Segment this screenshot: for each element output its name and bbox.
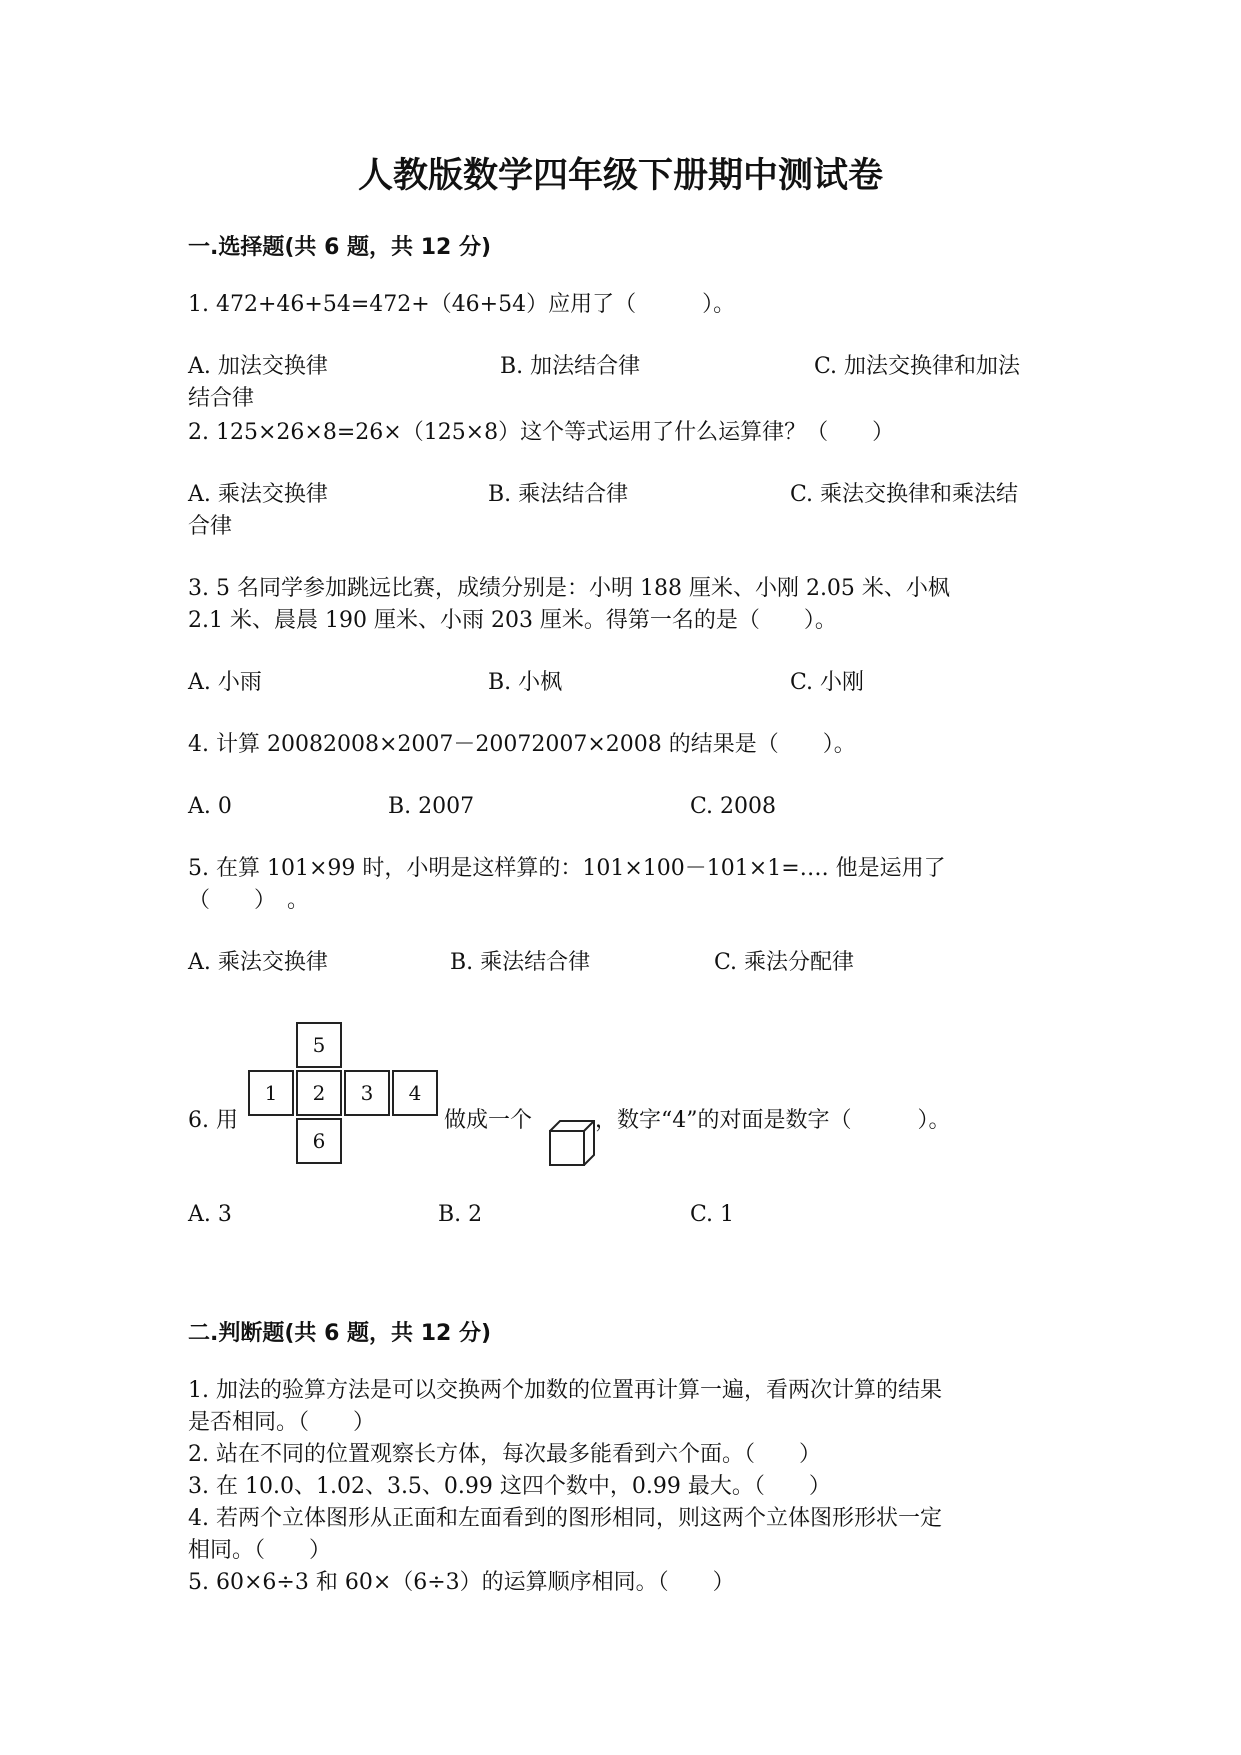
net-cell-left: 1 <box>248 1070 294 1116</box>
tf-q1-line2: 是否相同。（ ） <box>188 1410 376 1435</box>
q3-option-b: B. 小枫 <box>488 670 563 695</box>
tf-q1-line1: 1. 加法的验算方法是可以交换两个加数的位置再计算一遍，看两次计算的结果 <box>188 1378 942 1403</box>
q4-option-a: A. 0 <box>188 794 232 819</box>
tf-q2: 2. 站在不同的位置观察长方体，每次最多能看到六个面。（ ） <box>188 1442 821 1467</box>
net-cell-right-2: 4 <box>392 1070 438 1116</box>
tf-q5: 5. 60×6÷3 和 60×（6÷3）的运算顺序相同。（ ） <box>188 1570 735 1595</box>
q3-stem-line2: 2.1 米、晨晨 190 厘米、小雨 203 厘米。得第一名的是（ ）。 <box>188 608 837 633</box>
net-cell-center: 2 <box>296 1070 342 1116</box>
tf-q3: 3. 在 10.0、1.02、3.5、0.99 这四个数中，0.99 最大。（ ） <box>188 1474 831 1499</box>
section-2-heading: 二.判断题(共 6 题，共 12 分) <box>188 1321 492 1346</box>
tf-q4-line2: 相同。（ ） <box>188 1538 332 1563</box>
q6-middle: 做成一个 <box>444 1108 533 1133</box>
q2-option-a: A. 乘法交换律 <box>188 482 328 507</box>
q5-option-c: C. 乘法分配律 <box>714 950 855 975</box>
q4-stem: 4. 计算 20082008×2007－20072007×2008 的结果是（ ）。 <box>188 732 856 757</box>
net-cell-right-1: 3 <box>344 1070 390 1116</box>
q4-option-b: B. 2007 <box>388 794 475 819</box>
q3-stem-line1: 3. 5 名同学参加跳远比赛，成绩分别是：小明 188 厘米、小刚 2.05 米、小枫 <box>188 576 950 601</box>
cube-net-figure <box>248 1022 442 1166</box>
q4-option-c: C. 2008 <box>690 794 777 819</box>
q3-option-a: A. 小雨 <box>188 670 262 695</box>
q5-stem-line2: （ ） 。 <box>188 888 310 913</box>
q2-option-c: C. 乘法交换律和乘法结 <box>790 482 1019 507</box>
cube-icon <box>549 1120 595 1166</box>
q6-option-c: C. 1 <box>690 1202 735 1227</box>
q5-option-b: B. 乘法结合律 <box>450 950 591 975</box>
q5-stem-line1: 5. 在算 101×99 时，小明是这样算的：101×100－101×1=…. 他是运用了 <box>188 856 946 881</box>
net-cell-bottom: 6 <box>296 1118 342 1164</box>
q5-option-a: A. 乘法交换律 <box>188 950 328 975</box>
q6-suffix: ，数字“4”的对面是数字（ ）。 <box>595 1108 951 1133</box>
q6-option-a: A. 3 <box>188 1202 232 1227</box>
q2-option-c-cont: 合律 <box>188 514 233 539</box>
q2-option-b: B. 乘法结合律 <box>488 482 629 507</box>
q1-option-b: B. 加法结合律 <box>500 354 641 379</box>
page-title: 人教版数学四年级下册期中测试卷 <box>357 155 883 196</box>
q6-prefix: 6. 用 <box>188 1108 238 1133</box>
q1-option-c: C. 加法交换律和加法 <box>814 354 1021 379</box>
q2-stem: 2. 125×26×8=26×（125×8）这个等式运用了什么运算律？（ ） <box>188 420 895 445</box>
q6-option-b: B. 2 <box>438 1202 483 1227</box>
q3-option-c: C. 小刚 <box>790 670 865 695</box>
net-cell-top: 5 <box>296 1022 342 1068</box>
q1-stem: 1. 472+46+54=472+（46+54）应用了（ ）。 <box>188 292 736 317</box>
q1-option-a: A. 加法交换律 <box>188 354 328 379</box>
section-1-heading: 一.选择题(共 6 题，共 12 分) <box>188 235 492 260</box>
q1-option-c-cont: 结合律 <box>188 386 255 411</box>
tf-q4-line1: 4. 若两个立体图形从正面和左面看到的图形相同，则这两个立体图形形状一定 <box>188 1506 942 1531</box>
